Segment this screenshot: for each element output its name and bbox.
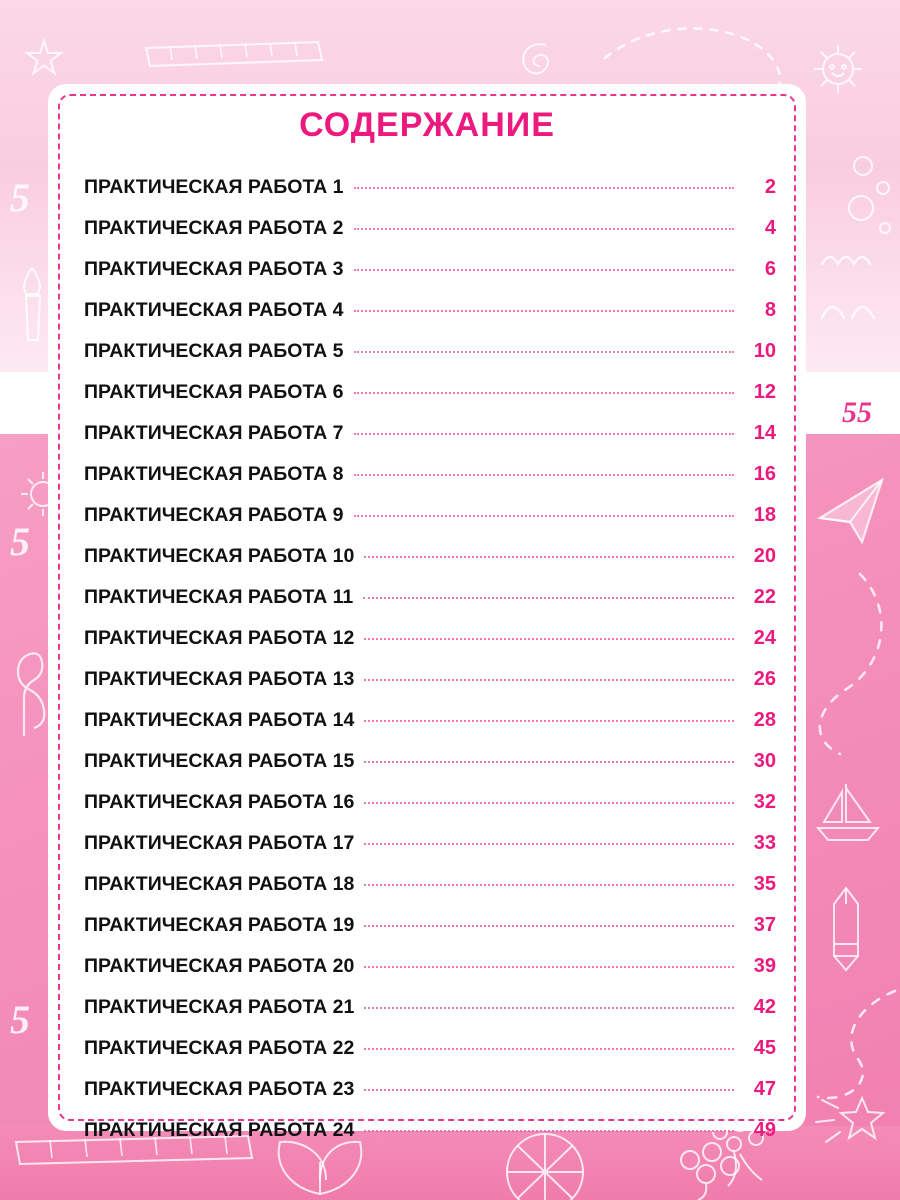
- toc-entry-page-number: 8: [764, 299, 776, 321]
- toc-entry[interactable]: [84, 996, 776, 1037]
- toc-entry-label: ПРАКТИЧЕСКАЯ РАБОТА 21: [84, 996, 355, 1018]
- toc-entry-leader: [354, 309, 735, 312]
- toc-entry-leader: [354, 350, 735, 353]
- toc-entry-label: ПРАКТИЧЕСКАЯ РАБОТА 14: [84, 709, 355, 731]
- toc-entry[interactable]: [84, 832, 776, 873]
- toc-entry-label: ПРАКТИЧЕСКАЯ РАБОТА 13: [84, 668, 355, 690]
- page-title: СОДЕРЖАНИЕ: [299, 106, 555, 144]
- toc-entry[interactable]: [84, 1078, 776, 1119]
- toc-entry-leader: [364, 760, 734, 763]
- toc-entry-label: ПРАКТИЧЕСКАЯ РАБОТА 3: [84, 258, 344, 280]
- contents-card: [48, 84, 806, 1141]
- toc-entry-leader: [364, 883, 734, 886]
- toc-entry-page-number: 20: [753, 545, 776, 567]
- toc-entry-label: ПРАКТИЧЕСКАЯ РАБОТА 5: [84, 340, 344, 362]
- toc-entry-leader: [364, 1047, 734, 1050]
- toc-entry-label: ПРАКТИЧЕСКАЯ РАБОТА 19: [84, 914, 355, 936]
- toc-entry-page-number: 14: [753, 422, 776, 444]
- page-corner-number: 55: [842, 396, 872, 429]
- toc-entry[interactable]: [84, 750, 776, 791]
- toc-entry-page-number: 39: [753, 955, 776, 977]
- toc-entry-leader: [354, 186, 735, 189]
- toc-entry[interactable]: [84, 176, 776, 217]
- toc-entry[interactable]: [84, 504, 776, 545]
- toc-entry[interactable]: [84, 1037, 776, 1078]
- toc-entry-label: ПРАКТИЧЕСКАЯ РАБОТА 7: [84, 422, 344, 444]
- toc-entry-label: ПРАКТИЧЕСКАЯ РАБОТА 18: [84, 873, 355, 895]
- toc-entry-label: ПРАКТИЧЕСКАЯ РАБОТА 9: [84, 504, 344, 526]
- toc-entry-page-number: 4: [764, 217, 776, 239]
- toc-entry[interactable]: [84, 791, 776, 832]
- toc-entry-page-number: 22: [753, 586, 776, 608]
- toc-entry-page-number: 42: [753, 996, 776, 1018]
- toc-entry-page-number: 12: [753, 381, 776, 403]
- toc-entry-page-number: 2: [764, 176, 776, 198]
- toc-entry-label: ПРАКТИЧЕСКАЯ РАБОТА 16: [84, 791, 355, 813]
- toc-entry-label: ПРАКТИЧЕСКАЯ РАБОТА 20: [84, 955, 355, 977]
- toc-entry-page-number: 28: [753, 709, 776, 731]
- toc-entry-page-number: 30: [753, 750, 776, 772]
- toc-entry-leader: [364, 1129, 734, 1132]
- toc-entry-page-number: 49: [753, 1119, 776, 1141]
- toc-entry-leader: [364, 924, 734, 927]
- table-of-contents-list: [84, 176, 776, 1160]
- decor-number-5-mid: 5: [10, 519, 30, 564]
- toc-entry-leader: [364, 637, 734, 640]
- toc-entry-leader: [364, 678, 734, 681]
- toc-entry-leader: [364, 965, 734, 968]
- toc-entry-page-number: 18: [753, 504, 776, 526]
- toc-entry-label: ПРАКТИЧЕСКАЯ РАБОТА 11: [84, 586, 354, 608]
- toc-entry-page-number: 24: [753, 627, 776, 649]
- toc-entry-label: ПРАКТИЧЕСКАЯ РАБОТА 22: [84, 1037, 355, 1059]
- toc-entry-page-number: 33: [753, 832, 776, 854]
- toc-entry-label: ПРАКТИЧЕСКАЯ РАБОТА 23: [84, 1078, 355, 1100]
- toc-entry[interactable]: [84, 422, 776, 463]
- toc-entry-page-number: 45: [753, 1037, 776, 1059]
- toc-entry-label: ПРАКТИЧЕСКАЯ РАБОТА 1: [84, 176, 344, 198]
- toc-entry-leader: [364, 1088, 734, 1091]
- toc-entry-leader: [354, 514, 735, 517]
- toc-entry[interactable]: [84, 914, 776, 955]
- toc-entry-label: ПРАКТИЧЕСКАЯ РАБОТА 15: [84, 750, 355, 772]
- toc-entry[interactable]: [84, 709, 776, 750]
- toc-entry-label: ПРАКТИЧЕСКАЯ РАБОТА 10: [84, 545, 355, 567]
- toc-entry[interactable]: [84, 1119, 776, 1160]
- toc-entry-page-number: 32: [753, 791, 776, 813]
- toc-entry-label: ПРАКТИЧЕСКАЯ РАБОТА 6: [84, 381, 344, 403]
- toc-entry[interactable]: [84, 340, 776, 381]
- toc-entry-page-number: 35: [753, 873, 776, 895]
- toc-entry[interactable]: [84, 586, 776, 627]
- toc-entry-leader: [354, 473, 735, 476]
- toc-entry-leader: [354, 391, 735, 394]
- toc-entry-leader: [364, 1006, 734, 1009]
- toc-entry-label: ПРАКТИЧЕСКАЯ РАБОТА 4: [84, 299, 344, 321]
- toc-entry[interactable]: [84, 873, 776, 914]
- toc-entry-page-number: 16: [753, 463, 776, 485]
- toc-entry[interactable]: [84, 627, 776, 668]
- toc-entry-page-number: 10: [753, 340, 776, 362]
- toc-entry-leader: [364, 555, 734, 558]
- toc-entry-label: ПРАКТИЧЕСКАЯ РАБОТА 12: [84, 627, 355, 649]
- decor-number-5-top: 5: [10, 175, 30, 220]
- toc-entry-page-number: 37: [753, 914, 776, 936]
- toc-entry-label: ПРАКТИЧЕСКАЯ РАБОТА 24: [84, 1119, 355, 1141]
- toc-entry-leader: [364, 842, 734, 845]
- toc-entry-leader: [354, 227, 735, 230]
- toc-entry-leader: [364, 801, 734, 804]
- toc-entry[interactable]: [84, 217, 776, 258]
- toc-entry-page-number: 26: [753, 668, 776, 690]
- toc-entry-label: ПРАКТИЧЕСКАЯ РАБОТА 17: [84, 832, 355, 854]
- toc-entry[interactable]: [84, 258, 776, 299]
- toc-entry[interactable]: [84, 463, 776, 504]
- toc-entry-leader: [363, 596, 734, 599]
- toc-entry[interactable]: [84, 545, 776, 586]
- toc-entry-page-number: 6: [764, 258, 776, 280]
- toc-entry-page-number: 47: [753, 1078, 776, 1100]
- toc-entry-leader: [354, 432, 735, 435]
- toc-entry[interactable]: [84, 299, 776, 340]
- toc-entry[interactable]: [84, 955, 776, 996]
- toc-entry-label: ПРАКТИЧЕСКАЯ РАБОТА 8: [84, 463, 344, 485]
- toc-entry-leader: [354, 268, 735, 271]
- decor-number-5-bottom: 5: [10, 997, 30, 1042]
- toc-entry-label: ПРАКТИЧЕСКАЯ РАБОТА 2: [84, 217, 344, 239]
- toc-entry-leader: [364, 719, 734, 722]
- toc-entry[interactable]: [84, 668, 776, 709]
- toc-entry[interactable]: [84, 381, 776, 422]
